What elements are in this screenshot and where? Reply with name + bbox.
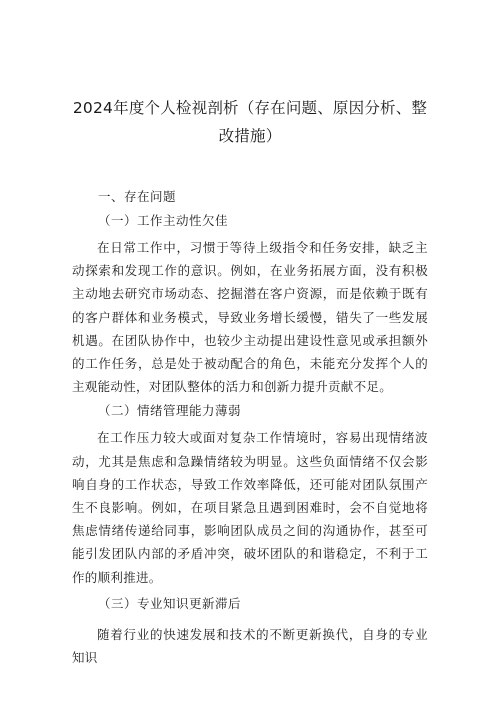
paragraph-emotion: 在工作压力较大或面对复杂工作情境时，容易出现情绪波动，尤其是焦虑和急躁情绪较为明显。这些负面情绪不仅会影响自身的工作状态，导致工作效率降低，还可能对团队氛围产生不良影响。例如，在项目紧急且遇到困难时，会不自觉地将焦虑情绪传递给同事，影响团队成员之间的沟通协作，甚至可能引发团队内部的矛盾冲突，破坏团队的和谐稳定，不利于工作的顺利推进。 [72, 430, 428, 585]
section-heading-problems: 一、存在问题 [98, 189, 177, 204]
subsection-heading-emotion: （二）情绪管理能力薄弱 [98, 403, 242, 419]
paragraph-initiative: 在日常工作中，习惯于等待上级指令和任务安排，缺乏主动探索和发现工作的意识。例如，在业务拓展方面，没有积极主动地去研究市场动态、挖掘潜在客户资源，而是依赖于既有的客户群体和业务模式，导致业务增长缓慢，错失了一些发展机遇。在团队协作中，也较少主动提出建设性意见或承担额外的工作任务，总是处于被动配合的角色，未能充分发挥个人的主观能动性，对团队整体的活力和创新力提升贡献不足。 [72, 240, 428, 395]
subsection-heading-initiative: （一）工作主动性欠佳 [98, 213, 229, 228]
document-title: 2024年度个人检视剖析（存在问题、原因分析、整改措施） [72, 99, 428, 145]
subsection-heading-knowledge: （三）专业知识更新滞后 [98, 595, 242, 611]
paragraph-knowledge: 随着行业的快速发展和技术的不断更新换代，自身的专业知识 [72, 626, 428, 666]
